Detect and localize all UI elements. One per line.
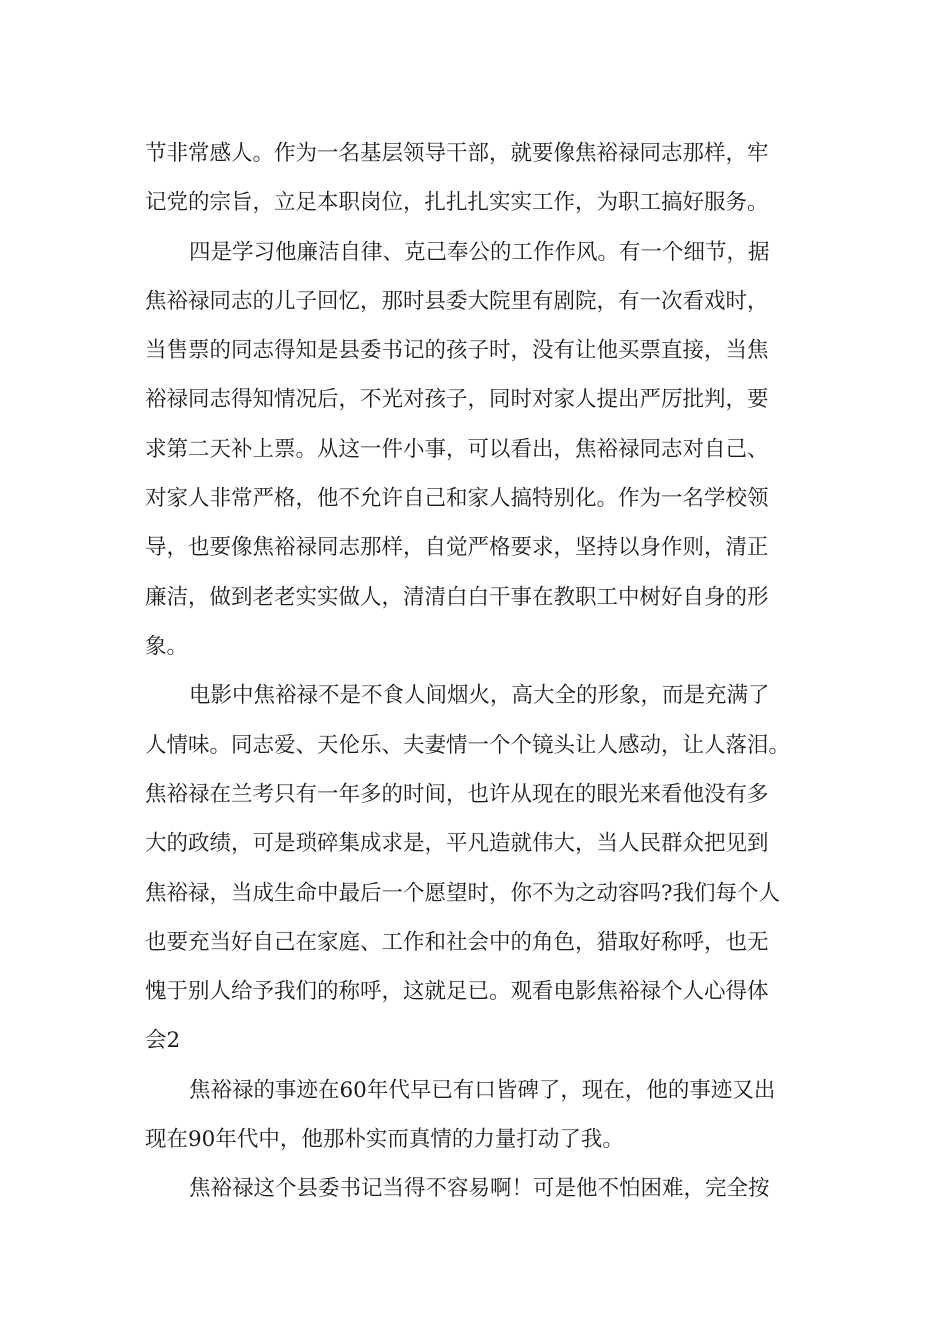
text-line: 求第二天补上票。从这一件小事，可以看出，焦裕禄同志对自己、 — [145, 437, 769, 462]
text-line: 象。 — [145, 634, 189, 659]
text-line: 节非常感人。作为一名基层领导干部，就要像焦裕禄同志那样，牢 — [145, 141, 769, 166]
paragraph-start-line: 四是学习他廉洁自律、克己奉公的工作作风。有一个细节，据 — [189, 240, 770, 265]
text-line: 愧于别人给予我们的称呼，这就足已。观看电影焦裕禄个人心得体 — [145, 979, 769, 1004]
paragraph-start-line: 焦裕禄这个县委书记当得不容易啊！可是他不怕困难，完全按 — [189, 1176, 770, 1201]
text-line: 焦裕禄同志的儿子回忆，那时县委大院里有剧院，有一次看戏时， — [145, 289, 769, 314]
text-line: 也要充当好自己在家庭、工作和社会中的角色，猎取好称呼，也无 — [145, 930, 769, 955]
text-line: 焦裕禄，当成生命中最后一个愿望时，你不为之动容吗?我们每个人 — [145, 881, 781, 906]
paragraph-start-line: 电影中焦裕禄不是不食人间烟火，高大全的形象，而是充满了 — [189, 683, 770, 708]
text-line: 导，也要像焦裕禄同志那样，自觉严格要求，坚持以身作则，清正 — [145, 535, 769, 560]
text-line: 对家人非常严格，他不允许自己和家人搞特别化。作为一名学校领 — [145, 486, 769, 511]
text-line: 当售票的同志得知是县委书记的孩子时，没有让他买票直接，当焦 — [145, 338, 769, 363]
text-line: 焦裕禄在兰考只有一年多的时间，也许从现在的眼光来看他没有多 — [145, 782, 769, 807]
text-line: 现在90年代中，他那朴实而真情的力量打动了我。 — [145, 1127, 624, 1152]
text-line: 记党的宗旨，立足本职岗位，扎扎扎实实工作，为职工搞好服务。 — [145, 190, 769, 215]
text-line: 会2 — [145, 1028, 181, 1053]
paragraph-start-line: 焦裕禄的事迹在60年代早已有口皆碑了，现在，他的事迹又出 — [189, 1078, 776, 1103]
text-line: 廉洁，做到老老实实做人，清清白白干事在教职工中树好自身的形 — [145, 585, 769, 610]
text-line: 裕禄同志得知情况后，不光对孩子，同时对家人提出严厉批判，要 — [145, 387, 769, 412]
text-line: 大的政绩，可是琐碎集成求是，平凡造就伟大，当人民群众把见到 — [145, 831, 769, 856]
text-line: 人情味。同志爱、天伦乐、夫妻情一个个镜头让人感动，让人落泪。 — [145, 733, 791, 758]
